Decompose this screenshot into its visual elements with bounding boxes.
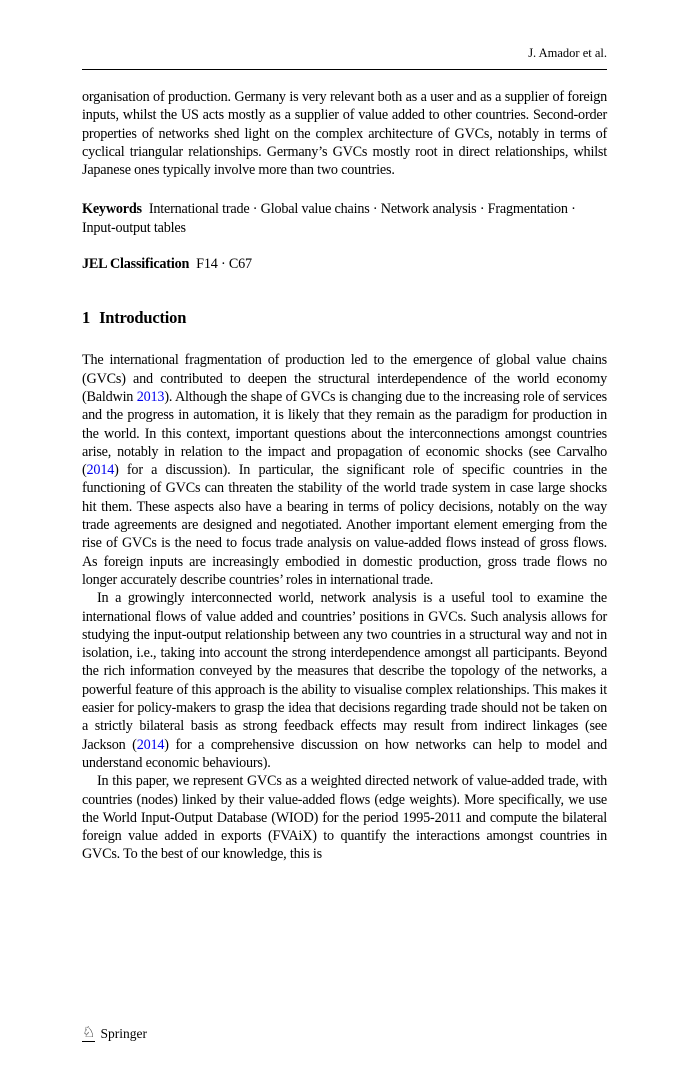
citation-link-carvalho-2014[interactable]: 2014 [86,462,115,479]
intro-paragraph-1 [82,351,607,589]
intro-paragraph-3: In this paper, we represent GVCs as a weighted directed network of value-added trade, with countries (nodes) linked by their value-added flows (edge weights). More specifically, we use the World Input-Output Database (WIOD) for the period 1995-2011 and compute the bilateral foreign value added in exports (FVAiX) to quantify the interactions amongst countries in GVCs. To the best of our knowledge, this is [82,773,607,863]
keywords-label: Keywords [82,201,142,218]
paragraph-text: ) for a discussion). In particular, the significant role of specific countries in the functioning of GVCs can threaten the stability of the world trade system in case large shocks hit them. These aspects also have a bearing in terms of policy decisions, notably on the way trade agreements are designed and negotiated. Another important element emerging from the rise of GVCs is the need to focus trade analysis on value-added flows instead of gross flows. As foreign inputs are increasingly embodied in domestic production, gross trade flows no longer accurately describe countries’ roles in international trade. [82,462,607,588]
paper-page [0,46,683,864]
springer-knight-icon: ♘ [82,1023,96,1041]
jel-line [82,255,607,273]
keywords-line [82,200,607,237]
citation-link-baldwin-2013[interactable]: 2013 [136,388,165,405]
page-footer [82,1025,147,1042]
section-heading [82,308,607,328]
publisher-name: Springer [100,1025,147,1041]
paragraph-text: The international fragmentation of production led to the emergence of global value chains (GVCs) and contributed to deepen the structural interdependence of the world economy (Baldwin [82,352,607,405]
paragraph-text: ) for a comprehensive discussion on how networks can help to model and understand economic behaviours). [82,736,608,771]
intro-paragraph-2 [82,589,607,772]
citation-link-jackson-2014[interactable]: 2014 [136,736,165,753]
jel-label: JEL Classification [82,256,190,273]
jel-text: F14 · C67 [196,256,252,273]
running-author: J. Amador et al. [528,46,607,60]
running-head [82,46,607,60]
section-number: 1 [82,308,91,328]
keywords-text: International trade · Global value chains · Network analysis · Fragmentation · Input-output tables [82,201,576,236]
abstract-continuation-paragraph: organisation of production. Germany is very relevant both as a user and as a supplier of foreign inputs, whilst the US acts mostly as a supplier of value added to other countries. Second-order properties of networks shed light on the complex architecture of GVCs, notably in terms of cyclical triangular relationships. Germany’s GVCs mostly root in direct relationships, whilst Japanese ones typically involve more than two countries. [82,89,607,179]
paragraph-text: ). Although the shape of GVCs is changing due to the increasing role of services and the progress in automation, it is likely that they remain as the paradigm for production in the world. In this context, important questions about the interconnections amongst countries arise, notably in relation to the impact and propagation of economic shocks (see Carvalho ( [82,388,607,479]
section-title: Introduction [99,308,187,328]
header-rule [82,69,607,70]
paragraph-text: In a growingly interconnected world, network analysis is a useful tool to examine the international flows of value added and countries’ positions in GVCs. Such analysis allows for studying the input-output relationship between any two countries in a structural way and not in isolation, i.e., taking into account the strong interdependence amongst all participants. Beyond the rich information conveyed by the measures that describe the topology of the networks, a powerful feature of this approach is the ability to visualise complex relationships. This makes it easier for policy-makers to grasp the idea that decisions regarding trade should not be taken on a strictly bilateral basis as strong feedback effects may result from indirect linkages (see Jackson ( [82,590,607,753]
